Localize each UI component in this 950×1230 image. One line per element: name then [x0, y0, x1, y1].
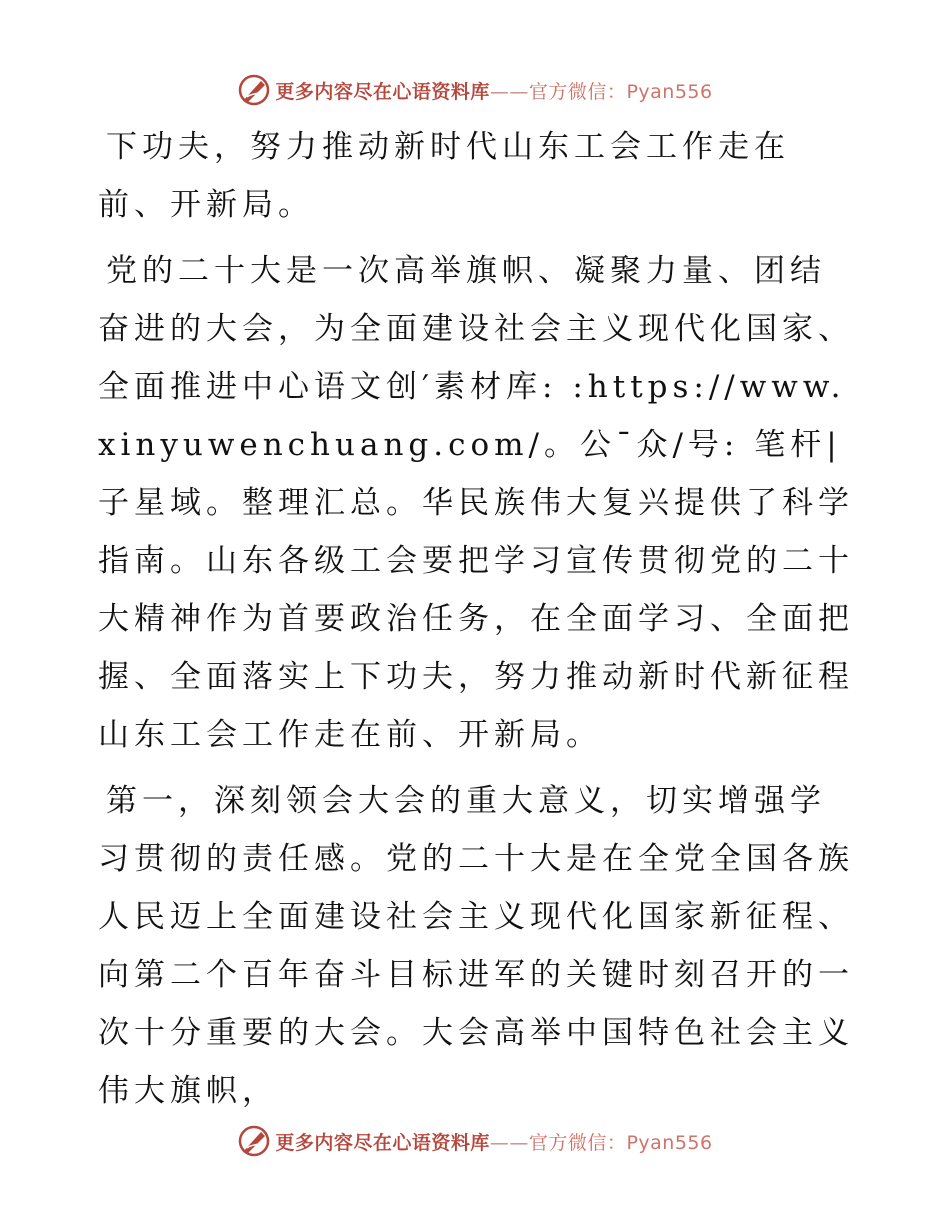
- banner-separator: ——: [489, 80, 529, 103]
- paragraph: [98, 118, 858, 234]
- paragraph: [98, 242, 858, 764]
- document-body: [98, 118, 858, 1128]
- banner-wechat-label: 官方微信：: [528, 80, 627, 103]
- pen-logo-icon: [237, 1124, 271, 1158]
- banner-text: [275, 77, 712, 104]
- banner-main-text: 更多内容尽在心语资料库: [275, 80, 490, 103]
- banner-wechat-label: 官方微信：: [528, 1131, 627, 1154]
- pen-logo-icon: [237, 73, 271, 107]
- footer-watermark-banner: [0, 1121, 950, 1161]
- banner-wechat-id: Pyan556: [626, 80, 713, 103]
- banner-text: [275, 1128, 712, 1155]
- paragraph-text: 第一，深刻领会大会的重大意义，切实增强学习贯彻的责任感。党的二十大是在全党全国各族人民迈上全面建设社会主义现代化国家新征程、向第二个百年奋斗目标进军的关键时刻召开的一次十分重要的大会。大会高举中国特色社会主义伟大旗帜，: [98, 783, 854, 1109]
- paragraph-text: 下功夫，努力推动新时代山东工会工作走在前、开新局。: [98, 129, 790, 223]
- banner-main-text: 更多内容尽在心语资料库: [275, 1131, 490, 1154]
- banner-wechat-id: Pyan556: [626, 1131, 713, 1154]
- header-watermark-banner: [0, 70, 950, 110]
- paragraph-text: 党的二十大是一次高举旗帜、凝聚力量、团结奋进的大会，为全面建设社会主义现代化国家、全面推进中心语文创′素材库: :https://www.xinyuwenchuang.com/。公¯众/号: 笔杆|子星域。整理汇总。华民族伟大复兴提供了科学指南。山东各级工会要把学习宣传贯彻党的二十大精神作为首要政治任务，在全面学习、全面把握、全面落实上下功夫，努力推动新时代新征程山东工会工作走在前、开新局。: [98, 253, 854, 753]
- banner-separator: ——: [489, 1131, 529, 1154]
- paragraph: [98, 772, 858, 1120]
